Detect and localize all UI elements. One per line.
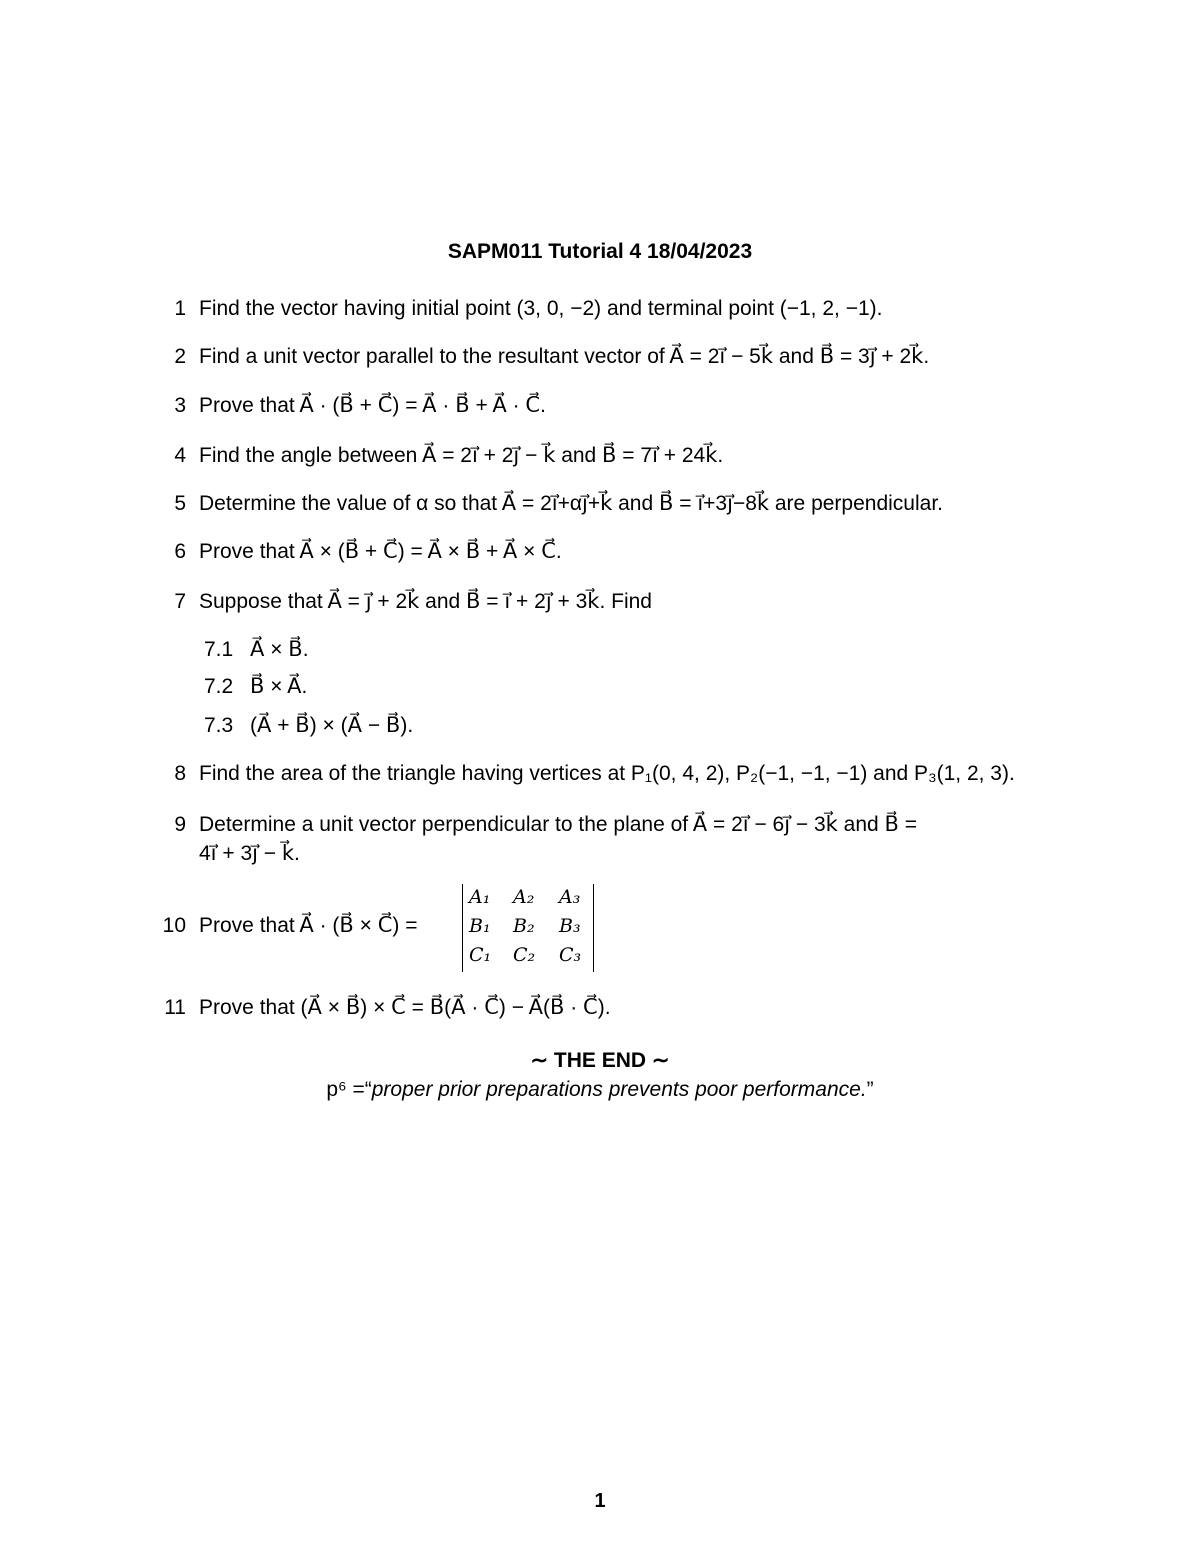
question-text: Prove that (A⃗ × B⃗) × C⃗ = B⃗(A⃗ · C⃗) − A⃗(B⃗ · C⃗). bbox=[199, 996, 611, 1019]
subquestion-text: (A⃗ + B⃗) × (A⃗ − B⃗). bbox=[250, 714, 414, 737]
matrix-cell: B₁ bbox=[469, 915, 491, 937]
subquestion-text: B⃗ × A⃗. bbox=[250, 675, 308, 698]
question-number: 5 bbox=[174, 492, 186, 515]
motto-suffix: ” bbox=[866, 1078, 874, 1101]
subquestion-text: A⃗ × B⃗. bbox=[250, 638, 309, 661]
matrix-cell: A₂ bbox=[513, 886, 535, 908]
end-banner: ∼ THE END ∼ bbox=[530, 1049, 670, 1072]
question-text: Suppose that A⃗ = j⃗ + 2k⃗ and B⃗ = i⃗ + 2j⃗ + 3k⃗. Find bbox=[199, 590, 652, 613]
subquestion-number: 7.2 bbox=[204, 675, 234, 698]
question-number: 7 bbox=[174, 590, 186, 613]
question-number: 6 bbox=[174, 540, 186, 563]
subquestion-number: 7.3 bbox=[204, 714, 234, 737]
matrix-cell: C₂ bbox=[513, 944, 536, 966]
question-number: 10 bbox=[162, 914, 186, 937]
motto-prefix: p⁶ =“ bbox=[326, 1078, 372, 1101]
question-number: 2 bbox=[174, 345, 186, 368]
question-text: Prove that A⃗ · (B⃗ + C⃗) = A⃗ · B⃗ + A⃗ · C⃗. bbox=[199, 394, 546, 417]
motto bbox=[0, 1078, 1200, 1102]
question-number: 9 bbox=[174, 813, 186, 836]
question-number: 11 bbox=[164, 996, 186, 1019]
question-number: 4 bbox=[174, 444, 186, 467]
page-number: 1 bbox=[594, 1490, 606, 1512]
subquestion-number: 7.1 bbox=[204, 638, 234, 661]
question-text: Prove that A⃗ · (B⃗ × C⃗) = bbox=[199, 914, 418, 937]
matrix-cell: C₁ bbox=[469, 944, 492, 966]
question-text-line1: Determine a unit vector perpendicular to the plane of A⃗ = 2i⃗ − 6j⃗ − 3k⃗ and B⃗ = bbox=[199, 813, 918, 836]
question-number: 8 bbox=[174, 762, 186, 785]
question-text: Find the area of the triangle having vertices at P₁(0, 4, 2), P₂(−1, −1, −1) and P₃(1, 2, 3). bbox=[199, 762, 1015, 785]
matrix-cell: A₁ bbox=[469, 886, 491, 908]
matrix-cell: A₃ bbox=[559, 886, 581, 908]
question-text: Determine the value of α so that A⃗ = 2i⃗+αj⃗+k⃗ and B⃗ = i⃗+3j⃗−8k⃗ are perpendicular. bbox=[199, 492, 943, 515]
matrix-cell: C₃ bbox=[559, 944, 582, 966]
question-text: Find the angle between A⃗ = 2i⃗ + 2j⃗ − k⃗ and B⃗ = 7i⃗ + 24k⃗. bbox=[199, 444, 724, 467]
question-number: 3 bbox=[174, 394, 186, 417]
question-text: Prove that A⃗ × (B⃗ + C⃗) = A⃗ × B⃗ + A⃗ × C⃗. bbox=[199, 540, 562, 563]
page-title: SAPM011 Tutorial 4 18/04/2023 bbox=[447, 240, 753, 263]
matrix-cell: B₂ bbox=[513, 915, 535, 937]
question-text: Find the vector having initial point (3, 0, −2) and terminal point (−1, 2, −1). bbox=[199, 297, 883, 320]
determinant-matrix bbox=[462, 884, 594, 972]
question-text-line2: 4i⃗ + 3j⃗ − k⃗. bbox=[199, 842, 300, 865]
matrix-cell: B₃ bbox=[559, 915, 581, 937]
motto-body: proper prior preparations prevents poor performance. bbox=[371, 1078, 867, 1101]
question-number: 1 bbox=[174, 297, 186, 320]
question-text: Find a unit vector parallel to the resultant vector of A⃗ = 2i⃗ − 5k⃗ and B⃗ = 3j⃗ + 2k⃗. bbox=[199, 345, 930, 368]
